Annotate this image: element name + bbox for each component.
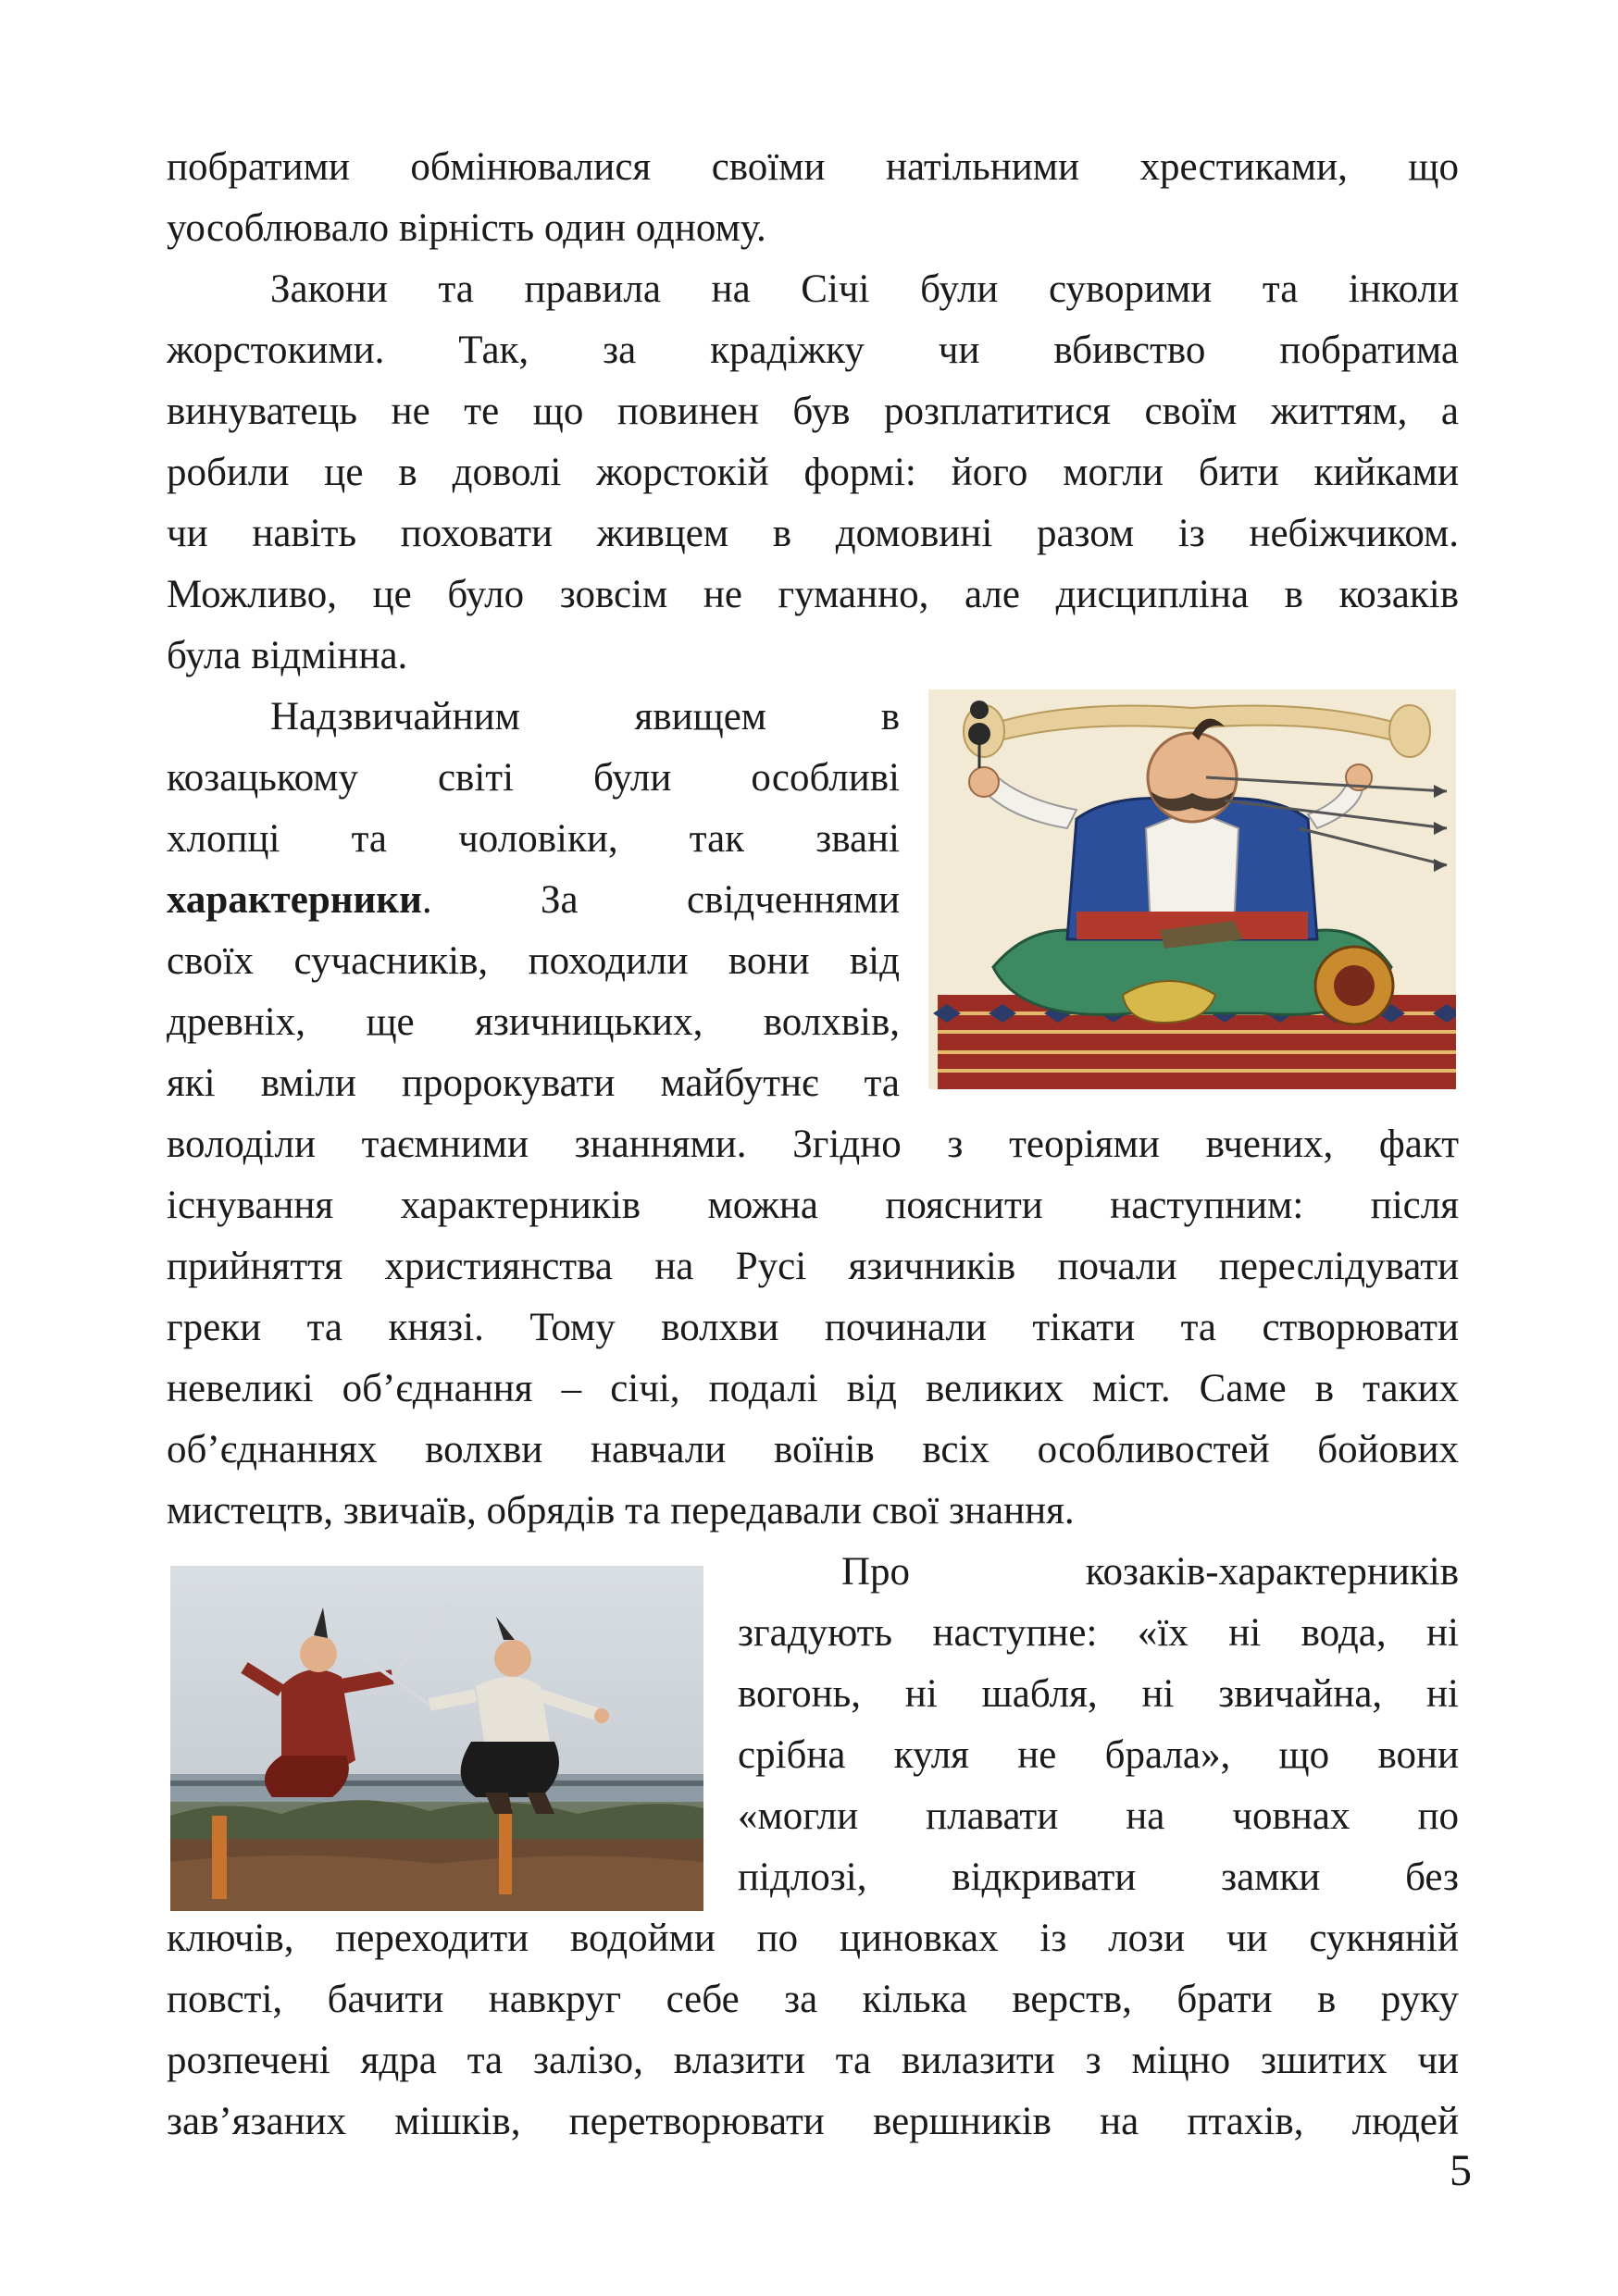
text-line: Можливо, це було зовсім не гуманно, але дисципліна в козаків xyxy=(167,573,1459,616)
text-line: згадують наступне: «їх ні вода, ні xyxy=(738,1611,1459,1655)
text-line: Надзвичайним явищем в xyxy=(270,695,900,738)
text-line: греки та князі. Тому волхви починали тікати та створювати xyxy=(167,1306,1459,1349)
text-line: чи навіть поховати живцем в домовині разом із небіжчиком. xyxy=(167,512,1459,555)
text-line: хлопці та чоловіки, так звані xyxy=(167,817,900,861)
page-number: 5 xyxy=(1450,2146,1472,2195)
cossack-illustration xyxy=(928,689,1456,1089)
text-line: козацькому світі були особливі xyxy=(167,756,900,800)
cossacks-fight-photo xyxy=(170,1566,703,1911)
cossacks-fight-photo-drawing xyxy=(170,1566,703,1911)
text-line: існування характерників можна пояснити наступним: після xyxy=(167,1184,1459,1227)
text-fragment: . За свідченнями xyxy=(421,878,900,922)
text-line: невеликі об’єднання – січі, подалі від великих міст. Саме в таких xyxy=(167,1367,1459,1410)
text-line: повсті, бачити навкруг себе за кілька верств, брати в руку xyxy=(167,1978,1459,2021)
text-line: підлозі, відкривати замки без xyxy=(738,1855,1459,1899)
text-line: мистецтв, звичаїв, обрядів та передавали свої знання. xyxy=(167,1489,1075,1533)
text-line: розпечені ядра та залізо, влазити та вилазити з міцно зшитих чи xyxy=(167,2039,1459,2082)
text-line: ключів, переходити водойми по циновках із лози чи сукняній xyxy=(167,1917,1459,1960)
text-line: своїх сучасників, походили вони від xyxy=(167,939,900,983)
text-line: Закони та правила на Січі були суворими та інколи xyxy=(270,267,1459,311)
text-line: об’єднаннях волхви навчали воїнів всіх особливостей бойових xyxy=(167,1428,1459,1471)
text-line: робили це в доволі жорстокій формі: його могли бити кийками xyxy=(167,451,1459,494)
text-line: зав’язаних мішків, перетворювати вершників на птахів, людей xyxy=(167,2100,1459,2143)
text-line: побратими обмінювалися своїми натільними хрестиками, що xyxy=(167,145,1459,189)
text-line-with-term xyxy=(167,870,900,931)
cossack-illustration-drawing xyxy=(928,689,1456,1089)
text-line: які вміли пророкувати майбутнє та xyxy=(167,1061,900,1105)
text-line: срібна куля не брала», що вони xyxy=(738,1733,1459,1777)
text-line: володіли таємними знаннями. Згідно з теоріями вчених, факт xyxy=(167,1123,1459,1166)
text-line: Про козаків-характерників xyxy=(841,1550,1459,1594)
text-line: вогонь, ні шабля, ні звичайна, ні xyxy=(738,1672,1459,1716)
text-line: «могли плавати на човнах по xyxy=(738,1794,1459,1838)
text-line: прийняття християнства на Русі язичників почали переслідувати xyxy=(167,1245,1459,1288)
text-line: древніх, ще язичницьких, волхвів, xyxy=(167,1000,900,1044)
text-line: жорстокими. Так, за крадіжку чи вбивство побратима xyxy=(167,329,1459,372)
text-line: була відмінна. xyxy=(167,634,408,677)
bold-term: характерники xyxy=(167,878,422,922)
text-line: уособлювало вірність один одному. xyxy=(167,206,766,250)
text-line: винуватець не те що повинен був розплатитися своїм життям, а xyxy=(167,390,1459,433)
